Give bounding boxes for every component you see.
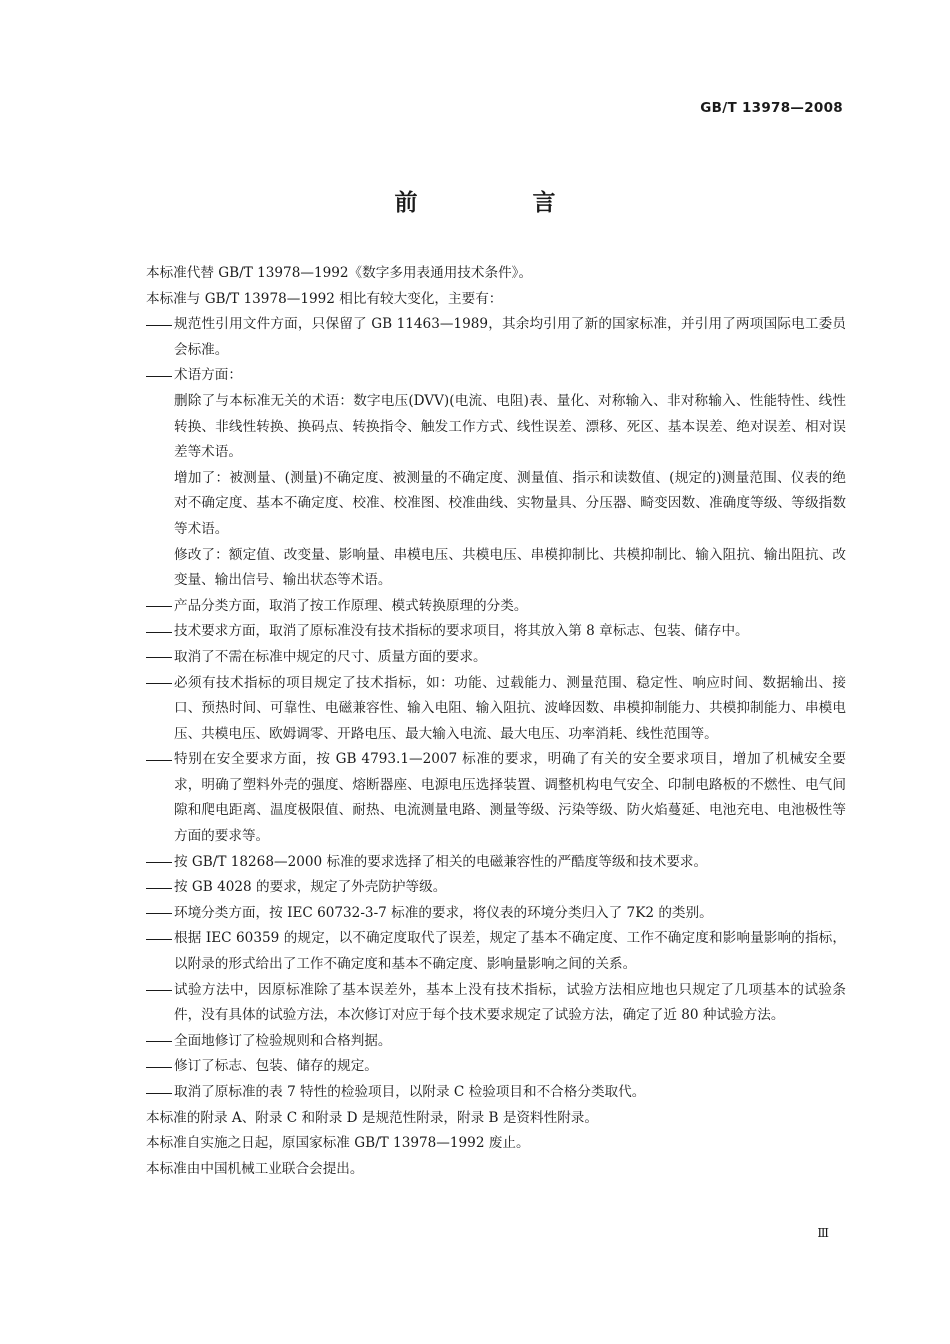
list-item: 取消了不需在标准中规定的尺寸、质量方面的要求。 bbox=[146, 645, 846, 671]
preface-body bbox=[146, 261, 846, 1182]
list-item: 修订了标志、包装、储存的规定。 bbox=[146, 1054, 846, 1080]
list-item: 试验方法中，因原标准除了基本误差外，基本上没有技术指标，试验方法相应地也只规定了几项基本的试验条件，没有具体的试验方法，本次修订对应于每个技术要求规定了试验方法，确定了近 80 种试验方法。 bbox=[146, 978, 846, 1029]
list-item: 按 GB/T 18268—2000 标准的要求选择了相关的电磁兼容性的严酷度等级和技术要求。 bbox=[146, 850, 846, 876]
sub-item: 修改了：额定值、改变量、影响量、串模电压、共模电压、串模抑制比、共模抑制比、输入阻抗、输出阻抗、改变量、输出信号、输出状态等术语。 bbox=[174, 546, 846, 589]
page-title: 前 言 bbox=[394, 190, 602, 216]
list-item: 按 GB 4028 的要求，规定了外壳防护等级。 bbox=[146, 875, 846, 901]
paragraph: 本标准自实施之日起，原国家标准 GB/T 13978—1992 废止。 bbox=[146, 1135, 530, 1152]
list-item: 必须有技术指标的项目规定了技术指标，如：功能、过载能力、测量范围、稳定性、响应时间、数据输出、接口、预热时间、可靠性、电磁兼容性、输入电阻、输入阻抗、波峰因数、串模抑制能力、共模抑制能力、串模电压、共模电压、欧姆调零、开路电压、最大输入电流、最大电压、功率消耗、线性范围等。 bbox=[146, 671, 846, 748]
sub-item: 删除了与本标准无关的术语：数字电压(DVV)(电流、电阻)表、量化、对称输入、非对称输入、性能特性、线性转换、非线性转换、换码点、转换指令、触发工作方式、线性误差、漂移、死区、基本误差、绝对误差、相对误差等术语。 bbox=[174, 392, 846, 461]
list-item: 环境分类方面，按 IEC 60732-3-7 标准的要求，将仪表的环境分类归入了 7K2 的类别。 bbox=[146, 901, 846, 927]
list-item: 技术要求方面，取消了原标准没有技术指标的要求项目，将其放入第 8 章标志、包装、储存中。 bbox=[146, 619, 846, 645]
list-item: 术语方面： bbox=[146, 363, 846, 389]
sub-item: 增加了：被测量、(测量)不确定度、被测量的不确定度、测量值、指示和读数值、(规定的)测量范围、仪表的绝对不确定度、基本不确定度、校准、校准图、校准曲线、实物量具、分压器、畸变因数、准确度等级、等级指数等术语。 bbox=[174, 469, 846, 537]
list-item: 根据 IEC 60359 的规定，以不确定度取代了误差，规定了基本不确定度、工作不确定度和影响量影响的指标，以附录的形式给出了工作不确定度和基本不确定度、影响量影响之间的关系。 bbox=[146, 926, 846, 977]
page-number: Ⅲ bbox=[817, 1226, 829, 1240]
list-item: 全面地修订了检验规则和合格判据。 bbox=[146, 1029, 846, 1055]
list-item: 产品分类方面，取消了按工作原理、模式转换原理的分类。 bbox=[146, 594, 846, 620]
standard-number: GB/T 13978—2008 bbox=[700, 100, 843, 116]
paragraph: 本标准代替 GB/T 13978—1992《数字多用表通用技术条件》。 bbox=[146, 265, 533, 281]
paragraph: 本标准的附录 A、附录 C 和附录 D 是规范性附录，附录 B 是资料性附录。 bbox=[146, 1109, 598, 1126]
paragraph: 本标准由中国机械工业联合会提出。 bbox=[146, 1160, 364, 1177]
list-item: 特别在安全要求方面，按 GB 4793.1—2007 标准的要求，明确了有关的安全要求项目，增加了机械安全要求，明确了塑料外壳的强度、熔断器座、电源电压选择装置、调整机构电气安全、印制电路板的不燃性、电气间隙和爬电距离、温度极限值、耐热、电流测量电路、测量等级、污染等级、防火焰蔓延、电池充电、电池极性等方面的要求等。 bbox=[146, 747, 846, 849]
list-item: 取消了原标准的表 7 特性的检验项目，以附录 C 检验项目和不合格分类取代。 bbox=[146, 1080, 846, 1106]
paragraph: 本标准与 GB/T 13978—1992 相比有较大变化，主要有： bbox=[146, 290, 503, 307]
list-item: 规范性引用文件方面，只保留了 GB 11463—1989，其余均引用了新的国家标准，并引用了两项国际电工委员会标准。 bbox=[146, 312, 846, 363]
